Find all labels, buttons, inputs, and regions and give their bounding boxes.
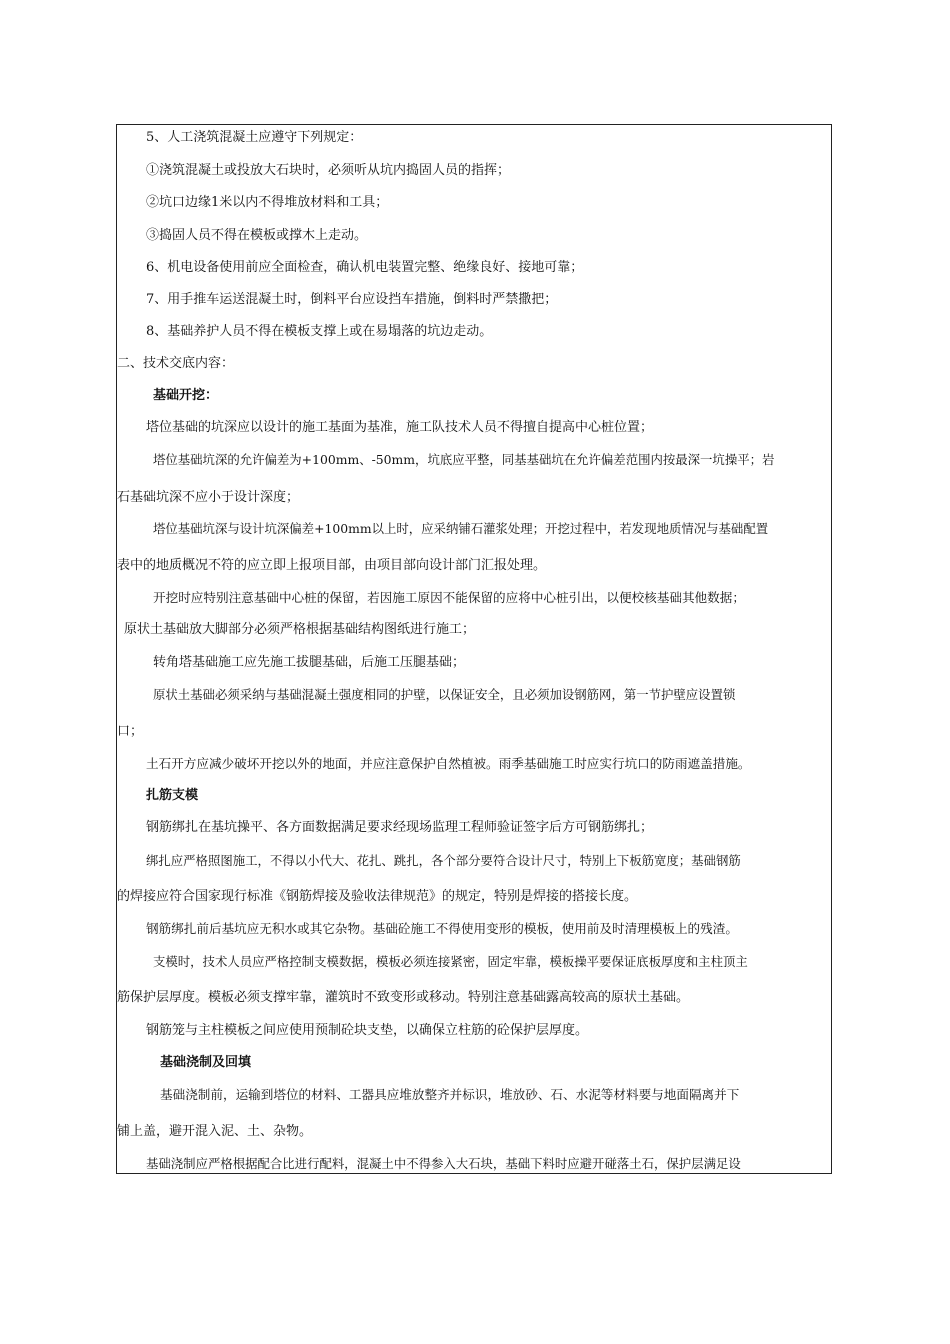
rule-5-heading: 5、人工浇筑混凝土应遵守下列规定： — [146, 130, 363, 145]
excavation-para-2-line-1: 塔位基础坑深的允许偏差为+100mm、-50mm，坑底应平整，同基基础坑在允许偏差范围内按最深一坑操平；岩 — [153, 452, 775, 467]
rebar-para-4-line-1: 支模时，技术人员应严格控制支模数据，模板必须连接紧密，固定牢靠，模板操平要保证底板厚度和主柱顶主 — [153, 954, 748, 969]
excavation-para-5: 原状土基础放大脚部分必须严格根据基础结构图纸进行施工； — [124, 622, 476, 637]
subheading-foundation-excavation: 基础开挖： — [153, 388, 219, 403]
rule-5-item-1: ①浇筑混凝土或投放大石块时，必须听从坑内捣固人员的指挥； — [146, 163, 511, 178]
excavation-para-4: 开挖时应特别注意基础中心桩的保留，若因施工原因不能保留的应将中心桩引出，以便校核基础其他数据； — [153, 590, 745, 605]
rebar-para-2-line-2: 的焊接应符合国家现行标准《钢筋焊接及验收法律规范》的规定，特别是焊接的搭接长度。 — [117, 889, 638, 904]
excavation-para-2-line-2: 石基础坑深不应小于设计深度； — [117, 490, 300, 505]
content-table-frame — [116, 124, 832, 1174]
pouring-para-1-line-2: 铺上盖，避开混入泥、土、杂物。 — [117, 1124, 313, 1139]
rebar-para-3: 钢筋绑扎前后基坑应无积水或其它杂物。基础砼施工不得使用变形的模板，使用前及时清理模板上的残渣。 — [146, 921, 738, 936]
rule-5-item-3: ③捣固人员不得在模板或撑木上走动。 — [146, 228, 368, 243]
rebar-para-2-line-1: 绑扎应严格照图施工，不得以小代大、花扎、跳扎，各个部分要符合设计尺寸，特别上下板筋宽度；基础钢筋 — [146, 853, 741, 868]
subheading-pouring-backfill: 基础浇制及回填 — [160, 1055, 252, 1070]
excavation-para-3-line-1: 塔位基础坑深与设计坑深偏差+100mm以上时，应采纳铺石灌浆处理；开挖过程中，若发现地质情况与基础配置 — [153, 521, 769, 536]
excavation-para-7-line-1: 原状土基础必须采纳与基础混凝土强度相同的护壁，以保证安全，且必须加设钢筋网，第一节护壁应设置锁 — [153, 687, 736, 702]
rebar-para-4-line-2: 筋保护层厚度。模板必须支撑牢靠，灌筑时不致变形或移动。特别注意基础露高较高的原状土基础。 — [117, 990, 690, 1005]
excavation-para-1: 塔位基础的坑深应以设计的施工基面为基准，施工队技术人员不得擅自提高中心桩位置； — [146, 420, 654, 435]
rule-6: 6、机电设备使用前应全面检查，确认机电装置完整、绝缘良好、接地可靠； — [146, 260, 584, 275]
rebar-para-1: 钢筋绑扎在基坑操平、各方面数据满足要求经现场监理工程师验证签字后方可钢筋绑扎； — [146, 820, 654, 835]
rule-8: 8、基础养护人员不得在模板支撑上或在易塌落的坑边走动。 — [146, 324, 493, 339]
excavation-para-7-line-2: 口； — [117, 724, 144, 739]
section-2-heading: 二、技术交底内容： — [117, 356, 235, 371]
excavation-para-3-line-2: 表中的地质概况不符的应立即上报项目部，由项目部向设计部门汇报处理。 — [117, 558, 547, 573]
rebar-para-5: 钢筋笼与主柱模板之间应使用预制砼块支垫，以确保立柱筋的砼保护层厚度。 — [146, 1023, 589, 1038]
excavation-para-6: 转角塔基础施工应先施工拔腿基础，后施工压腿基础； — [153, 655, 466, 670]
rule-7: 7、用手推车运送混凝土时，倒料平台应设挡车措施，倒料时严禁撒把； — [146, 292, 558, 307]
pouring-para-2: 基础浇制应严格根据配合比进行配料，混凝土中不得参入大石块，基础下料时应避开碰落土石，保护层满足设 — [146, 1156, 741, 1171]
pouring-para-1-line-1: 基础浇制前，运输到塔位的材料、工器具应堆放整齐并标识，堆放砂、石、水泥等材料要与地面隔离并下 — [160, 1087, 740, 1102]
rule-5-item-2: ②坑口边缘1米以内不得堆放材料和工具； — [146, 195, 389, 210]
subheading-rebar-formwork: 扎筋支模 — [146, 788, 199, 803]
excavation-para-8: 土石开方应减少破坏开挖以外的地面，并应注意保护自然植被。雨季基础施工时应实行坑口的防雨遮盖措施。 — [146, 756, 751, 771]
